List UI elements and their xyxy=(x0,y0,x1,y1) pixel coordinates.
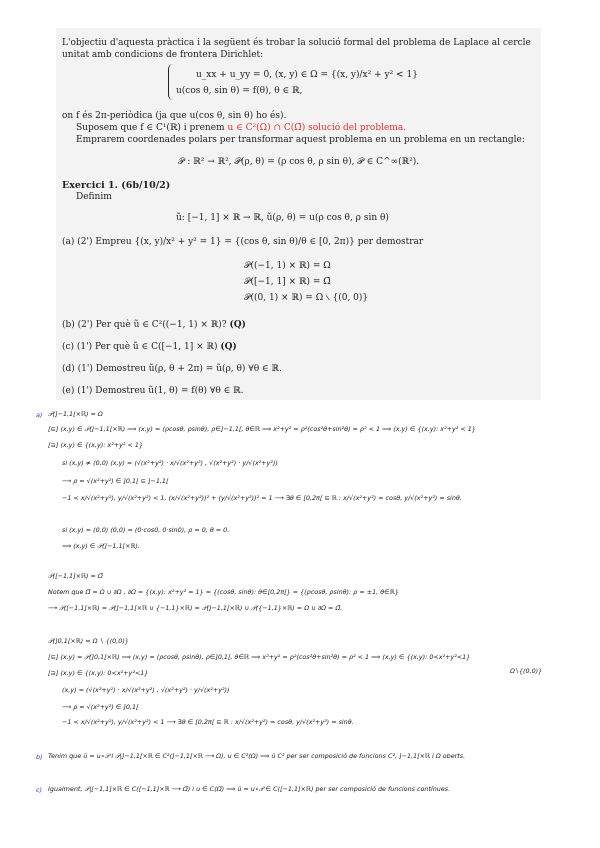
hw-closure-title: 𝒫([−1,1]×ℝ) = Ω̄ xyxy=(48,572,103,580)
question-mark-c: (Q) xyxy=(220,342,237,352)
polar-map: 𝒫 : ℝ² → ℝ², 𝒫(ρ, θ) = (ρ cos θ, ρ sin θ), 𝒫 ∈ C^∞(ℝ²). xyxy=(178,157,420,167)
hw-b-answer: Tenim que ũ = u∘𝒫 i 𝒫|]−1,1[×ℝ ∈ C²(]−1,1[×ℝ ⟶ Ω), u ∈ C²(Ω) ⟹ ũ C² per ser composició de funcions C², ]−1,1[×ℝ i Ω oberts. xyxy=(48,752,466,760)
hw-a-rho: ⟶ ρ = √(x²+y²) ∈ ]0,1[ ⊆ ]−1,1[ xyxy=(62,477,169,485)
hw-c-answer: Igualment, 𝒫|[−1,1]×ℝ ∈ C([−1,1]×ℝ ⟶ Ω̄) i u ∈ C(Ω̄) ⟹ ũ = u∘𝒫 ∈ C([−1,1]×ℝ) per ser composició de funcions contínues. xyxy=(48,785,451,793)
hw-a-origin: si (x,y) = (0,0) (0,0) = (0·cos0, 0·sin0), ρ = 0, θ = 0. xyxy=(62,526,230,534)
hw-punctured-theta: −1 < x/√(x²+y²), y/√(x²+y²) < 1 ⟶ ∃θ ∈ [0,2π[ ⊆ ℝ : x/√(x²+y²) = cosθ, y/√(x²+y²) = sinθ. xyxy=(62,718,354,726)
hw-punctured-title: 𝒫(]0,1[×ℝ) = Ω ∖ {(0,0)} xyxy=(48,637,129,645)
hw-a-theta: −1 < x/√(x²+y²), y/√(x²+y²) < 1, (x/√(x²+y²))² + (y/√(x²+y²))² = 1 ⟶ ∃θ ∈ [0,2π[ ⊆ ℝ : x/√(x²+y²) = cosθ, y/√(x²+y²) = sinθ. xyxy=(62,494,462,502)
hw-a-nonzero: si (x,y) ≠ (0,0) (x,y) = (√(x²+y²) · x/√(x²+y²) , √(x²+y²) · y/√(x²+y²)) xyxy=(62,459,278,467)
item-c-text: (c) (1') Per què ũ ∈ C([−1, 1] × ℝ) xyxy=(62,342,218,352)
hw-punctured-superset: [⊇] (x,y) ∈ {(x,y): 0<x²+y²<1} xyxy=(48,669,149,677)
question-mark-b: (Q) xyxy=(229,320,246,330)
hw-a-title: 𝒫(]−1,1[×ℝ) = Ω xyxy=(48,410,103,418)
exercise-title: Exercici 1. (6b/10/2) xyxy=(62,180,171,191)
suppose-line xyxy=(76,123,406,134)
hw-label-b: b) xyxy=(36,753,43,761)
intro-line-1: L'objectiu d'aquesta pràctica i la següent és trobar la solució formal del problema de Laplace al cercle xyxy=(62,38,531,48)
solution-highlight: u ∈ C²(Ω) ∩ C(Ω̄) solució del problema. xyxy=(227,123,407,133)
item-a: (a) (2') Empreu {(x, y)/x² + y² = 1} = {(cos θ, sin θ)/θ ∈ [0, 2π)} per demostrar xyxy=(62,237,424,247)
define-label: Definim xyxy=(76,192,112,202)
boundary-condition: u(cos θ, sin θ) = f(θ), θ ∈ ℝ, xyxy=(176,86,303,96)
item-b xyxy=(62,320,246,331)
hw-closure-note: Notem que Ω̄ = Ω ∪ ∂Ω , ∂Ω = {(x,y): x²+y² = 1} = {(cosθ, sinθ): θ∈[0,2π[} = {(ρcosθ, ρsinθ): ρ = ±1, θ∈ℝ} xyxy=(48,588,399,596)
item-d: (d) (1') Demostreu ũ(ρ, θ + 2π) = ũ(ρ, θ) ∀θ ∈ ℝ. xyxy=(62,364,282,374)
hw-label-c: c) xyxy=(36,786,43,794)
item-b-text: (b) (2') Per què ũ ∈ C²((−1, 1) × ℝ)? xyxy=(62,320,227,330)
hw-punctured-set: Ω∖{(0,0)} xyxy=(510,667,543,675)
hw-label-a: a) xyxy=(36,411,43,419)
hw-a-superset: [⊇] (x,y) ∈ {(x,y): x²+y² < 1} xyxy=(48,441,144,449)
hw-a-subset: [⊆] (x,y) ∈ 𝒫(]−1,1[×ℝ) ⟹ (x,y) = (ρcosθ, ρsinθ), ρ∈]−1,1[, θ∈ℝ ⟹ x²+y² = ρ²(cos²θ+sin²θ) = ρ² < 1 ⟹ (x,y) ∈ {(x,y): x²+y² < 1} xyxy=(48,425,476,433)
item-e: (e) (1') Demostreu ũ(1, θ) = f(θ) ∀θ ∈ ℝ. xyxy=(62,386,244,396)
prove-punctured: 𝒫((0, 1) × ℝ) = Ω ∖ {(0, 0)} xyxy=(244,293,369,303)
system-brace xyxy=(168,64,173,100)
periodicity-note: on f és 2π-periòdica (ja que u(cos θ, sin θ) ho és). xyxy=(62,111,287,121)
utilde-definition: ũ: [−1, 1] × ℝ → ℝ, ũ(ρ, θ) = u(ρ cos θ, ρ sin θ) xyxy=(176,213,389,223)
suppose-text: Suposem que f ∈ C¹(ℝ) i prenem xyxy=(76,123,225,133)
hw-closure-result: ⟶ 𝒫([−1,1]×ℝ) = 𝒫(]−1,1[×ℝ ∪ {−1,1}×ℝ) = 𝒫(]−1,1[×ℝ) ∪ 𝒫({−1,1}×ℝ) = Ω ∪ ∂Ω = Ω̄. xyxy=(48,604,343,612)
prove-closed-strip: 𝒫([−1, 1] × ℝ) = Ω̄ xyxy=(244,277,331,287)
hw-a-conclusion: ⟹ (x,y) ∈ 𝒫(]−1,1[×ℝ). xyxy=(62,542,140,550)
hw-punctured-rho: ⟶ ρ = √(x²+y²) ∈ ]0,1[ xyxy=(62,703,139,711)
hw-punctured-subset: [⊆] (x,y) = 𝒫(]0,1[×ℝ) ⟹ (x,y) = (ρcosθ, ρsinθ), ρ∈]0,1[, θ∈ℝ ⟹ x²+y² = ρ²(cos²θ+sin²θ) = ρ² < 1 ⟹ (x,y) ∈ {(x,y): 0<x²+y²<1} xyxy=(48,653,471,661)
hw-punctured-decomp: (x,y) = (√(x²+y²) · x/√(x²+y²) , √(x²+y²) · y/√(x²+y²)) xyxy=(62,686,230,694)
polar-line: Emprarem coordenades polars per transformar aquest problema en un problema en un rectangle: xyxy=(76,135,525,145)
intro-line-2: unitat amb condicions de frontera Dirichlet: xyxy=(62,50,264,60)
laplace-equation: u_xx + u_yy = 0, (x, y) ∈ Ω = {(x, y)/x² + y² < 1} xyxy=(196,70,418,80)
prove-open-strip: 𝒫((−1, 1) × ℝ) = Ω xyxy=(244,261,331,271)
item-c xyxy=(62,342,237,353)
